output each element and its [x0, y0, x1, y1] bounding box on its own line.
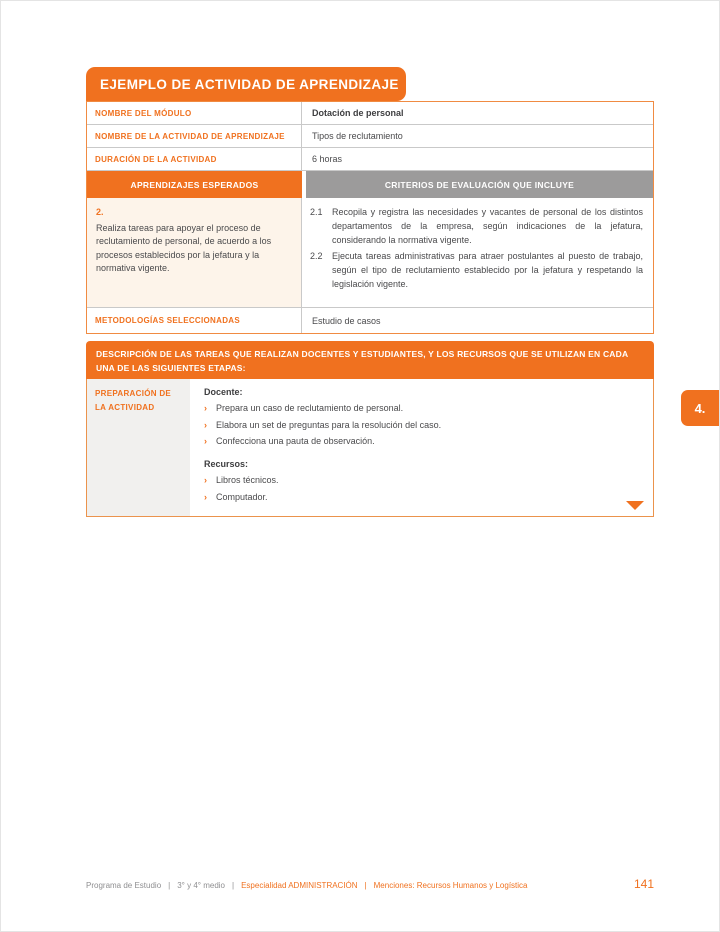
row-label-actividad: NOMBRE DE LA ACTIVIDAD DE APRENDIZAJE	[87, 125, 302, 147]
row-value-duracion: 6 horas	[312, 154, 343, 164]
bullet-icon: ›	[204, 491, 207, 502]
list-item	[204, 400, 639, 417]
table-row	[87, 308, 653, 333]
criterio-text: Recopila y registra las necesidades y vacantes de personal de los distintos departamentos de la empresa, según indicaciones de la jefatura, considerando la normativa vigente.	[332, 207, 643, 245]
list-item	[204, 417, 639, 434]
footer-mentions: Menciones: Recursos Humanos y Logística	[373, 881, 528, 890]
preparation-table	[86, 379, 654, 517]
header-criterios: CRITERIOS DE EVALUACIÓN QUE INCLUYE	[306, 171, 653, 198]
page-number: 141	[633, 877, 654, 891]
aprendizaje-text: Realiza tareas para apoyar el proceso de reclutamiento de personal, de acuerdo a los procesos establecidos por la jefatura y la normativa vigente.	[96, 222, 272, 273]
description-banner: DESCRIPCIÓN DE LAS TAREAS QUE REALIZAN DOCENTES Y ESTUDIANTES, Y LOS RECURSOS QUE SE UTILIZAN EN CADA UNA DE LAS SIGUIENTES ETAPAS:	[86, 341, 654, 380]
row-value-actividad: Tipos de reclutamiento	[312, 131, 403, 141]
footer-grade: 3° y 4° medio	[177, 881, 225, 890]
recursos-item-text: Computador.	[216, 491, 268, 502]
footer-separator: |	[168, 881, 171, 890]
table-content-row	[87, 198, 653, 308]
docente-item-text: Elabora un set de preguntas para la resolución del caso.	[216, 419, 442, 430]
row-label-modulo: NOMBRE DEL MÓDULO	[87, 102, 302, 124]
criterio-item	[310, 250, 643, 292]
docente-item-text: Prepara un caso de reclutamiento de personal.	[216, 403, 404, 413]
docente-heading: Docente:	[204, 387, 243, 397]
bullet-icon: ›	[204, 436, 207, 447]
chapter-tab: 4.	[681, 390, 719, 426]
stage-label: PREPARACIÓN DE LA ACTIVIDAD	[87, 379, 190, 516]
table-row	[87, 125, 653, 148]
docente-item-text: Confecciona una pauta de observación.	[216, 436, 375, 447]
table-row	[87, 102, 653, 125]
recursos-heading: Recursos:	[204, 458, 249, 469]
bullet-icon: ›	[204, 474, 207, 485]
aprendizaje-number: 2.	[96, 207, 104, 217]
stage-content	[190, 379, 653, 516]
bullet-icon: ›	[204, 403, 207, 413]
footer-separator: |	[232, 881, 235, 890]
list-item	[204, 472, 639, 489]
table-row	[87, 148, 653, 171]
aprendizaje-esperado-cell	[87, 198, 302, 307]
row-value-metodologias: Estudio de casos	[312, 315, 381, 326]
activity-info-table	[86, 101, 654, 334]
row-label-duracion: DURACIÓN DE LA ACTIVIDAD	[87, 148, 302, 170]
recursos-item-text: Libros técnicos.	[216, 474, 279, 485]
criterio-number: 2.2	[310, 250, 323, 261]
table-header-row	[87, 171, 653, 198]
bullet-icon: ›	[204, 419, 207, 430]
criterio-item	[310, 206, 643, 248]
criterios-cell	[302, 198, 653, 307]
list-item	[204, 433, 639, 450]
page-footer	[86, 877, 654, 891]
footer-specialty: Especialidad ADMINISTRACIÓN	[241, 881, 358, 890]
criterio-text: Ejecuta tareas administrativas para atraer postulantes al puesto de trabajo, según el tipo de reclutamiento establecido por la jefatura y respetando la legislación vigente.	[332, 250, 643, 289]
page-title: EJEMPLO DE ACTIVIDAD DE APRENDIZAJE	[86, 67, 406, 101]
footer-separator: |	[364, 881, 367, 890]
header-aprendizajes: APRENDIZAJES ESPERADOS	[87, 171, 302, 198]
footer-program: Programa de Estudio	[86, 881, 162, 890]
row-value-modulo: Dotación de personal	[312, 108, 404, 118]
list-item	[204, 489, 639, 506]
criterio-number: 2.1	[310, 207, 323, 217]
row-label-metodologias: METODOLOGÍAS SELECCIONADAS	[87, 308, 302, 333]
continuation-arrow-icon	[626, 501, 644, 510]
